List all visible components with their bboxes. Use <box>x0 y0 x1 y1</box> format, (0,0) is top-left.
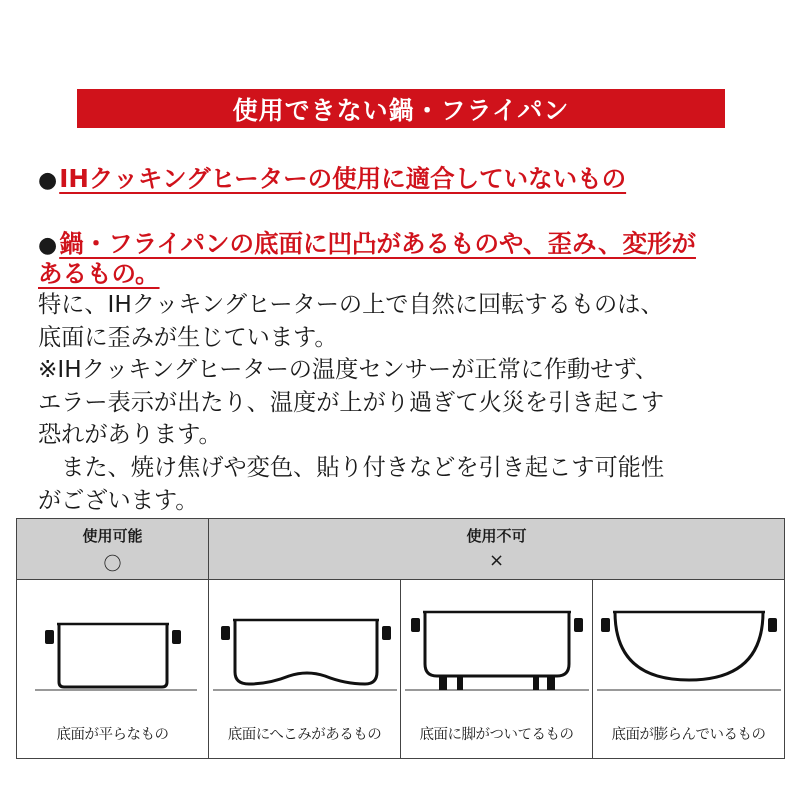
bullet-dot: ● <box>38 233 58 258</box>
caption-legs: 底面に脚がついてるもの <box>401 708 593 759</box>
text-line: がございます。 <box>38 486 199 514</box>
text-line: 恐れがあります。 <box>38 421 222 449</box>
text-line: 特に、IHクッキングヒーターの上で自然に回転するものは、 <box>38 291 664 318</box>
pan-dented-icon <box>209 580 401 708</box>
pan-bulged-icon <box>593 580 785 708</box>
caption-dented: 底面にへこみがあるもの <box>209 708 401 759</box>
caption-bulged: 底面が膨らんでいるもの <box>593 708 785 759</box>
caption-flat: 底面が平らなもの <box>17 708 209 759</box>
bullet-text: IHクッキングヒーターの使用に適合していないもの <box>59 164 627 193</box>
pan-dented-cell <box>209 580 401 709</box>
circle-mark: 〇 <box>103 554 122 575</box>
bullet-dot: ● <box>38 168 58 193</box>
pan-flat-icon <box>17 580 209 708</box>
bullet-deformed-cont <box>38 258 160 290</box>
header-usable-title: 使用可能 <box>82 527 143 545</box>
header-unusable <box>209 519 785 580</box>
compatibility-table <box>16 518 785 759</box>
text-line: ※IHクッキングヒーターの温度センサーが正常に作動せず、 <box>38 356 658 384</box>
bullet-deformed <box>38 228 696 262</box>
header-unusable-title: 使用不可 <box>466 527 527 545</box>
text-line: 底面に歪みが生じています。 <box>38 323 338 351</box>
pan-legs-icon <box>401 580 593 708</box>
header-usable <box>17 519 209 580</box>
text-line: エラー表示が出たり、温度が上がり過ぎて火災を引き起こす <box>38 388 665 416</box>
pan-flat-cell <box>17 580 209 709</box>
text-line: また、焼け焦げや変色、貼り付きなどを引き起こす可能性 <box>38 453 665 481</box>
cross-mark: × <box>488 550 505 571</box>
bullet-text: あるもの。 <box>38 259 160 288</box>
pan-bulged-cell <box>593 580 785 709</box>
explanation-text <box>38 289 778 517</box>
bullet-text: 鍋・フライパンの底面に凹凸があるものや、歪み、変形が <box>59 229 696 258</box>
pan-legs-cell <box>401 580 593 709</box>
title-banner: 使用できない鍋・フライパン <box>77 89 725 128</box>
bullet-incompatible <box>38 163 626 197</box>
